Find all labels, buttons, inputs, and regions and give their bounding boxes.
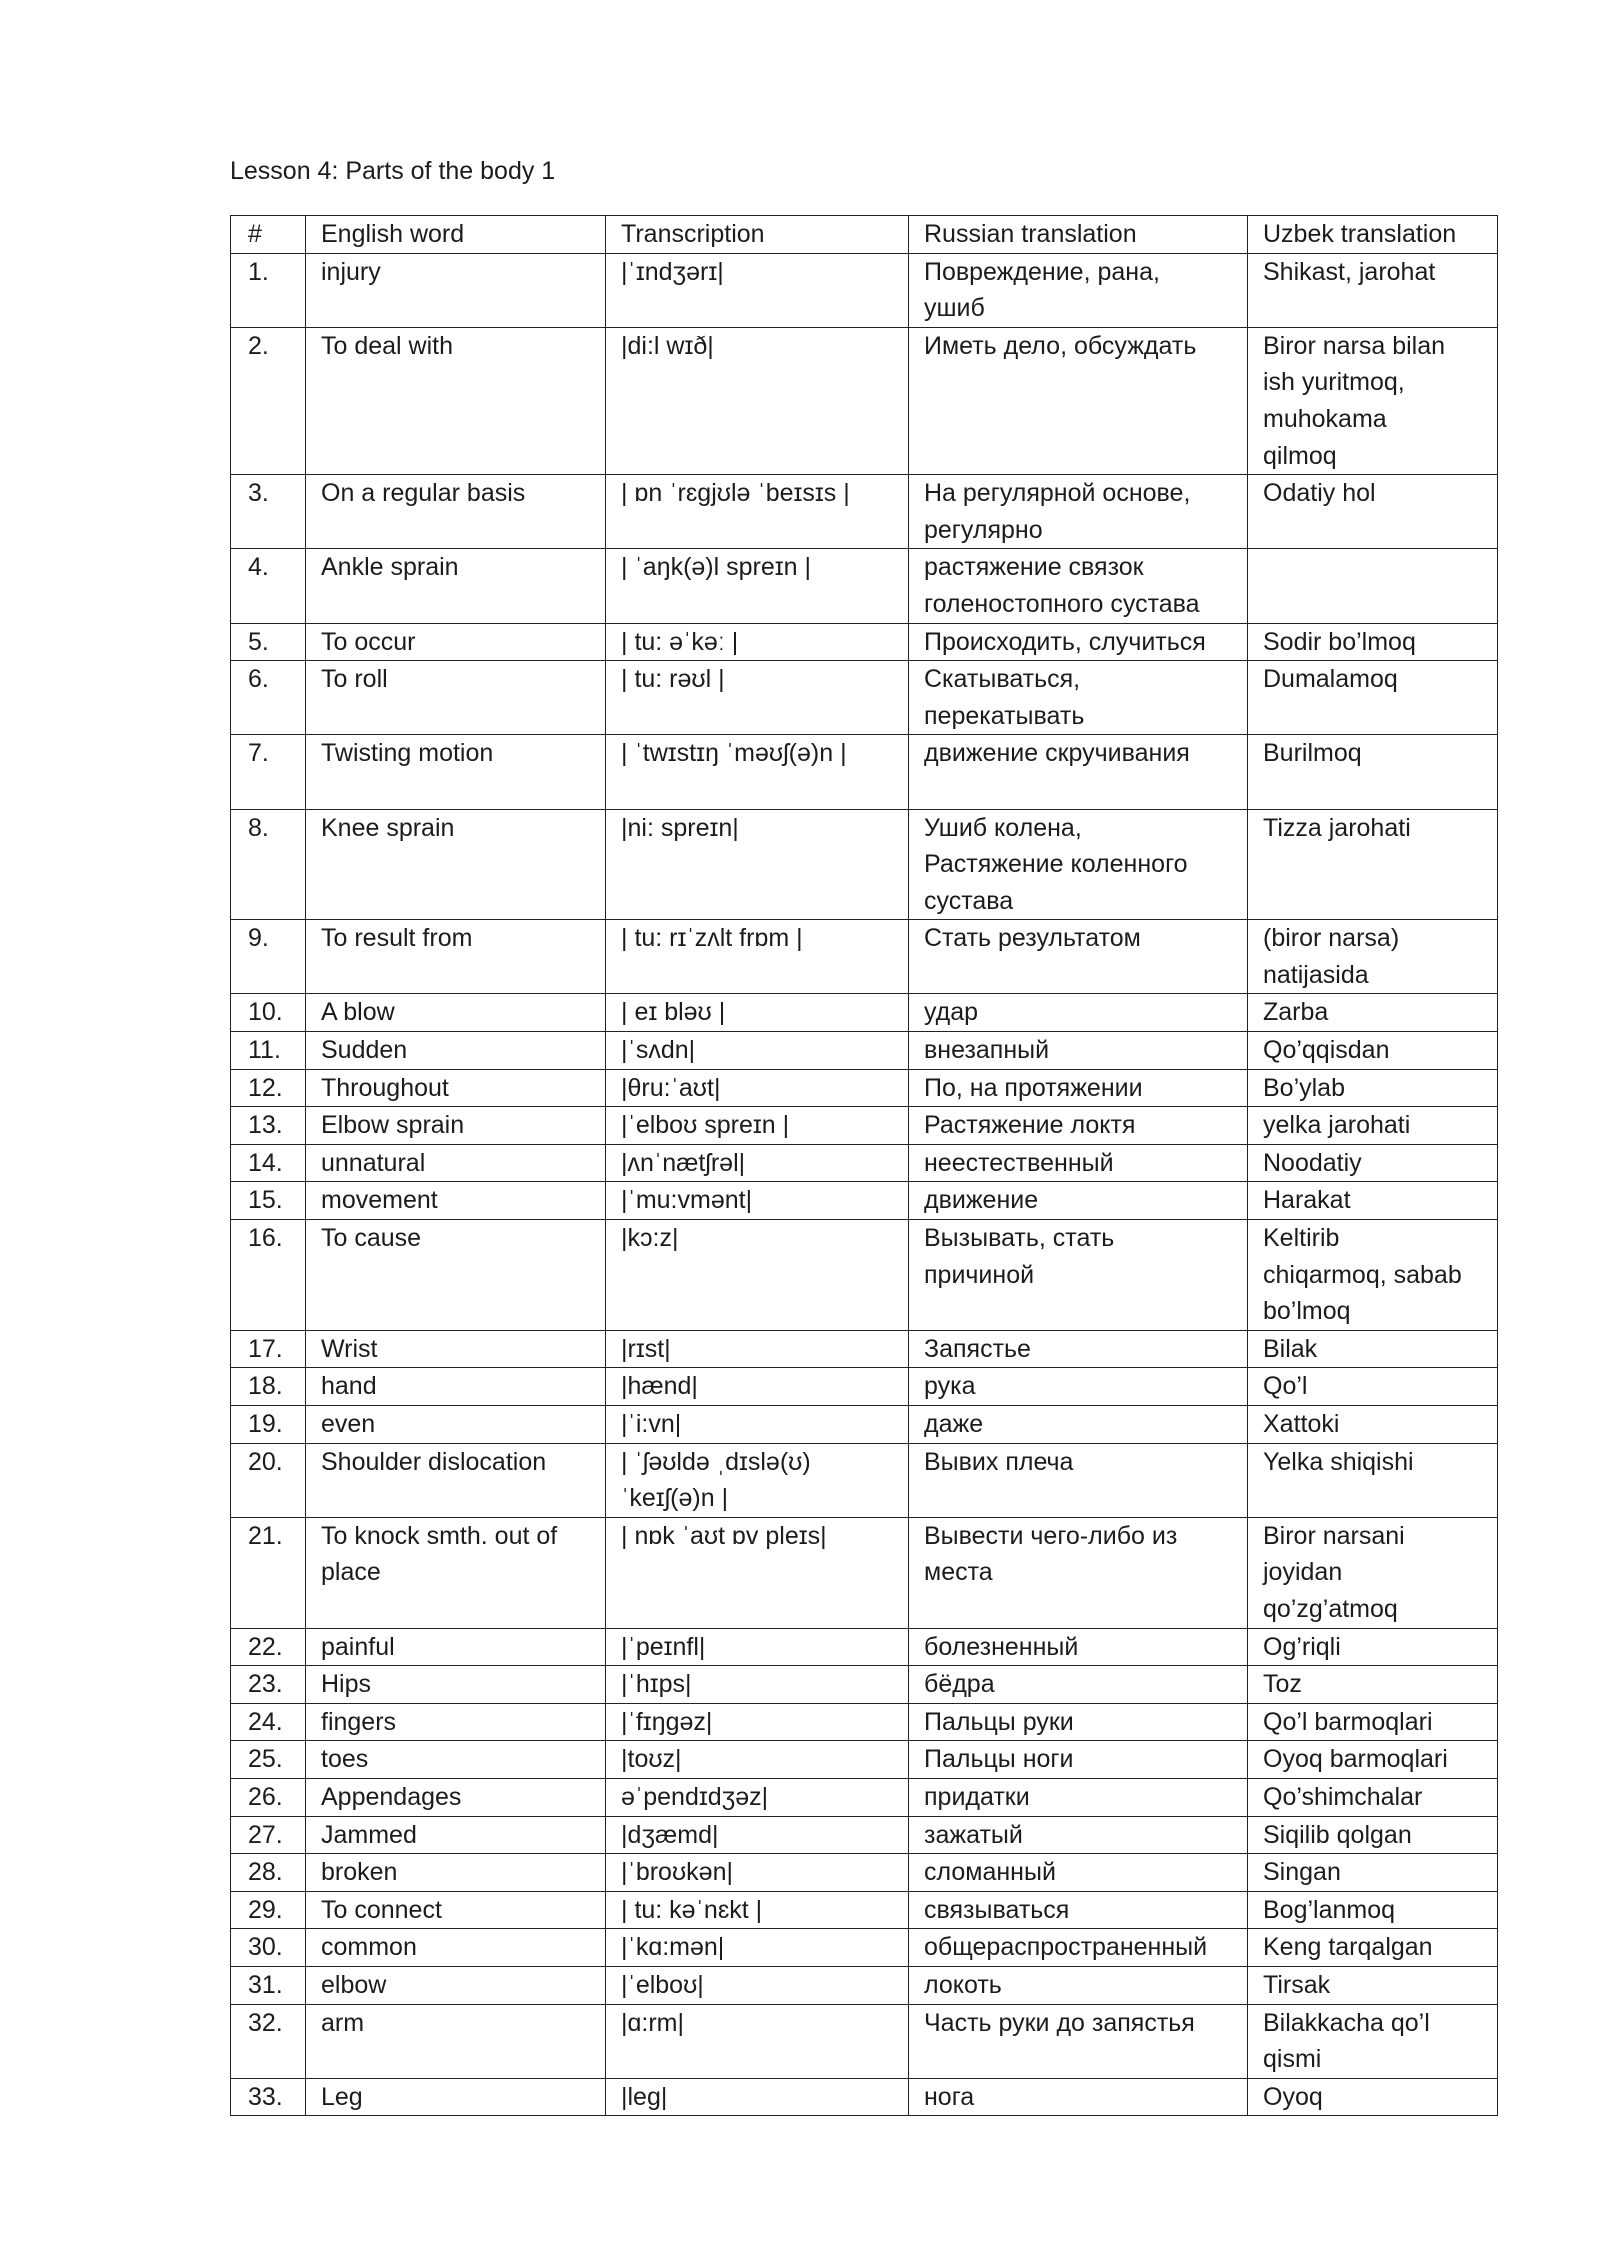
english-word: Shoulder dislocation [306, 1443, 606, 1517]
uzbek-translation: Sodir bo’lmoq [1248, 623, 1498, 661]
english-word: To knock smth. out of place [306, 1517, 606, 1628]
row-number: 5. [231, 623, 306, 661]
transcription: | tu: kəˈnɛkt | [606, 1891, 909, 1929]
russian-translation: рука [909, 1368, 1248, 1406]
table-row [231, 1816, 1498, 1854]
russian-translation: нога [909, 2078, 1248, 2116]
row-number: 6. [231, 661, 306, 735]
vocabulary-table [230, 215, 1498, 2116]
transcription: |ɑ:rm| [606, 2004, 909, 2078]
english-word: To result from [306, 920, 606, 994]
russian-translation: связываться [909, 1891, 1248, 1929]
russian-translation: бёдра [909, 1666, 1248, 1704]
transcription: |dʒæmd| [606, 1816, 909, 1854]
transcription: | ˈaŋk(ə)l spreɪn | [606, 549, 909, 623]
header-transcription: Transcription [606, 216, 909, 254]
header-uzbek-translation: Uzbek translation [1248, 216, 1498, 254]
uzbek-translation: Bo’ylab [1248, 1069, 1498, 1107]
transcription: |ˈmu:vmənt| [606, 1182, 909, 1220]
russian-translation: На регулярной основе, регулярно [909, 475, 1248, 549]
header-number: # [231, 216, 306, 254]
russian-translation: По, на протяжении [909, 1069, 1248, 1107]
row-number: 15. [231, 1182, 306, 1220]
table-row [231, 1182, 1498, 1220]
uzbek-translation: Oyoq [1248, 2078, 1498, 2116]
transcription: | ˈʃəʊldə ˌdɪslə(ʊ) ˈkeɪʃ(ə)n | [606, 1443, 909, 1517]
row-number: 25. [231, 1741, 306, 1779]
english-word: To deal with [306, 327, 606, 474]
english-word: Wrist [306, 1330, 606, 1368]
transcription: |ʌnˈnætʃrəl| [606, 1144, 909, 1182]
table-row [231, 920, 1498, 994]
table-row [231, 1741, 1498, 1779]
russian-translation: Скатываться, перекатывать [909, 661, 1248, 735]
table-row [231, 1144, 1498, 1182]
transcription: |rɪst| [606, 1330, 909, 1368]
uzbek-translation: Bog’lanmoq [1248, 1891, 1498, 1929]
english-word: To occur [306, 623, 606, 661]
russian-translation: Происходить, случиться [909, 623, 1248, 661]
uzbek-translation: Burilmoq [1248, 735, 1498, 809]
transcription: | tu: əˈkəː | [606, 623, 909, 661]
english-word: injury [306, 253, 606, 327]
russian-translation: зажатый [909, 1816, 1248, 1854]
english-word: toes [306, 1741, 606, 1779]
table-row [231, 1368, 1498, 1406]
table-row [231, 1666, 1498, 1704]
russian-translation: Ушиб колена, Растяжение коленного сустава [909, 809, 1248, 920]
table-row [231, 1107, 1498, 1145]
row-number: 32. [231, 2004, 306, 2078]
table-row [231, 2004, 1498, 2078]
english-word: even [306, 1406, 606, 1444]
uzbek-translation: Tizza jarohati [1248, 809, 1498, 920]
table-row [231, 661, 1498, 735]
table-body [231, 253, 1498, 2116]
transcription: əˈpendɪdʒəz| [606, 1778, 909, 1816]
uzbek-translation: Qo’qqisdan [1248, 1032, 1498, 1070]
header-english-word: English word [306, 216, 606, 254]
transcription: |ˈhɪps| [606, 1666, 909, 1704]
uzbek-translation: Qo’l [1248, 1368, 1498, 1406]
english-word: broken [306, 1854, 606, 1892]
row-number: 17. [231, 1330, 306, 1368]
english-word: Throughout [306, 1069, 606, 1107]
row-number: 30. [231, 1929, 306, 1967]
russian-translation: болезненный [909, 1628, 1248, 1666]
transcription: | tu: rɪˈzʌlt frɒm | [606, 920, 909, 994]
russian-translation: Пальцы руки [909, 1703, 1248, 1741]
table-row [231, 623, 1498, 661]
row-number: 18. [231, 1368, 306, 1406]
english-word: arm [306, 2004, 606, 2078]
table-header-row [231, 216, 1498, 254]
row-number: 10. [231, 994, 306, 1032]
transcription: |ni: spreɪn| [606, 809, 909, 920]
russian-translation: общераспространенный [909, 1929, 1248, 1967]
russian-translation: движение скручивания [909, 735, 1248, 809]
row-number: 4. [231, 549, 306, 623]
english-word: fingers [306, 1703, 606, 1741]
english-word: Jammed [306, 1816, 606, 1854]
table-row [231, 1891, 1498, 1929]
russian-translation: Запястье [909, 1330, 1248, 1368]
english-word: hand [306, 1368, 606, 1406]
uzbek-translation: Biror narsani joyidan qo’zg’atmoq [1248, 1517, 1498, 1628]
uzbek-translation: Keng tarqalgan [1248, 1929, 1498, 1967]
row-number: 1. [231, 253, 306, 327]
english-word: painful [306, 1628, 606, 1666]
row-number: 26. [231, 1778, 306, 1816]
row-number: 12. [231, 1069, 306, 1107]
english-word: On a regular basis [306, 475, 606, 549]
row-number: 22. [231, 1628, 306, 1666]
english-word: Elbow sprain [306, 1107, 606, 1145]
table-row [231, 1778, 1498, 1816]
row-number: 11. [231, 1032, 306, 1070]
transcription: |ˈfɪŋgəz| [606, 1703, 909, 1741]
uzbek-translation: yelka jarohati [1248, 1107, 1498, 1145]
uzbek-translation: Bilakkacha qo’l qismi [1248, 2004, 1498, 2078]
row-number: 29. [231, 1891, 306, 1929]
transcription: |ˈkɑ:mən| [606, 1929, 909, 1967]
russian-translation: Вызывать, стать причиной [909, 1220, 1248, 1331]
transcription: | eɪ bləʊ | [606, 994, 909, 1032]
russian-translation: придатки [909, 1778, 1248, 1816]
table-row [231, 1517, 1498, 1628]
russian-translation: движение [909, 1182, 1248, 1220]
english-word: movement [306, 1182, 606, 1220]
uzbek-translation: Siqilib qolgan [1248, 1816, 1498, 1854]
english-word: To roll [306, 661, 606, 735]
russian-translation: Иметь дело, обсуждать [909, 327, 1248, 474]
uzbek-translation: Dumalamoq [1248, 661, 1498, 735]
transcription: |ˈelboʊ| [606, 1966, 909, 2004]
row-number: 28. [231, 1854, 306, 1892]
row-number: 9. [231, 920, 306, 994]
row-number: 8. [231, 809, 306, 920]
russian-translation: Вывести чего-либо из места [909, 1517, 1248, 1628]
transcription: | tu: rəʊl | [606, 661, 909, 735]
uzbek-translation: Og’riqli [1248, 1628, 1498, 1666]
row-number: 21. [231, 1517, 306, 1628]
row-number: 14. [231, 1144, 306, 1182]
uzbek-translation: Toz [1248, 1666, 1498, 1704]
uzbek-translation: Qo’shimchalar [1248, 1778, 1498, 1816]
english-word: A blow [306, 994, 606, 1032]
english-word: Twisting motion [306, 735, 606, 809]
table-row [231, 1628, 1498, 1666]
row-number: 13. [231, 1107, 306, 1145]
transcription: |di:l wɪð| [606, 327, 909, 474]
english-word: Leg [306, 2078, 606, 2116]
table-row [231, 1966, 1498, 2004]
transcription: | ˈtwɪstɪŋ ˈməʊʃ(ə)n | [606, 735, 909, 809]
uzbek-translation: Bilak [1248, 1330, 1498, 1368]
russian-translation: Растяжение локтя [909, 1107, 1248, 1145]
english-word: elbow [306, 1966, 606, 2004]
table-row [231, 1854, 1498, 1892]
row-number: 20. [231, 1443, 306, 1517]
table-row [231, 549, 1498, 623]
english-word: common [306, 1929, 606, 1967]
uzbek-translation: Zarba [1248, 994, 1498, 1032]
russian-translation: внезапный [909, 1032, 1248, 1070]
uzbek-translation: Singan [1248, 1854, 1498, 1892]
russian-translation: локоть [909, 1966, 1248, 2004]
table-row [231, 1929, 1498, 1967]
english-word: Sudden [306, 1032, 606, 1070]
transcription: |ˈelboʊ spreɪn | [606, 1107, 909, 1145]
table-row [231, 809, 1498, 920]
transcription: |toʊz| [606, 1741, 909, 1779]
table-row [231, 1032, 1498, 1070]
uzbek-translation: Harakat [1248, 1182, 1498, 1220]
table-row [231, 327, 1498, 474]
row-number: 19. [231, 1406, 306, 1444]
header-russian-translation: Russian translation [909, 216, 1248, 254]
russian-translation: даже [909, 1406, 1248, 1444]
transcription: |ˈsʌdn| [606, 1032, 909, 1070]
row-number: 24. [231, 1703, 306, 1741]
english-word: Hips [306, 1666, 606, 1704]
uzbek-translation: Shikast, jarohat [1248, 253, 1498, 327]
table-row [231, 1406, 1498, 1444]
transcription: | ɒn ˈrɛgjʊlə ˈbeɪsɪs | [606, 475, 909, 549]
transcription: |ˈi:vn| [606, 1406, 909, 1444]
english-word: Knee sprain [306, 809, 606, 920]
table-row [231, 2078, 1498, 2116]
russian-translation: растяжение связок голеностопного сустава [909, 549, 1248, 623]
russian-translation: Пальцы ноги [909, 1741, 1248, 1779]
uzbek-translation: (biror narsa) natijasida [1248, 920, 1498, 994]
row-number: 23. [231, 1666, 306, 1704]
page-title: Lesson 4: Parts of the body 1 [230, 157, 556, 185]
english-word: unnatural [306, 1144, 606, 1182]
row-number: 31. [231, 1966, 306, 2004]
uzbek-translation: Noodatiy [1248, 1144, 1498, 1182]
row-number: 7. [231, 735, 306, 809]
uzbek-translation: Qo’l barmoqlari [1248, 1703, 1498, 1741]
english-word: To connect [306, 1891, 606, 1929]
table-row [231, 475, 1498, 549]
uzbek-translation: Biror narsa bilan ish yuritmoq, muhokama qilmoq [1248, 327, 1498, 474]
russian-translation: удар [909, 994, 1248, 1032]
uzbek-translation: Tirsak [1248, 1966, 1498, 2004]
english-word: Appendages [306, 1778, 606, 1816]
table-row [231, 994, 1498, 1032]
transcription: |θru:ˈaʊt| [606, 1069, 909, 1107]
table-row [231, 1220, 1498, 1331]
uzbek-translation: Xattoki [1248, 1406, 1498, 1444]
uzbek-translation: Yelka shiqishi [1248, 1443, 1498, 1517]
table-row [231, 1443, 1498, 1517]
table-row [231, 253, 1498, 327]
row-number: 16. [231, 1220, 306, 1331]
russian-translation: Стать результатом [909, 920, 1248, 994]
row-number: 33. [231, 2078, 306, 2116]
english-word: Ankle sprain [306, 549, 606, 623]
transcription: |ˈbroʊkən| [606, 1854, 909, 1892]
table-row [231, 1069, 1498, 1107]
transcription: |hænd| [606, 1368, 909, 1406]
uzbek-translation: Keltirib chiqarmoq, sabab bo’lmoq [1248, 1220, 1498, 1331]
russian-translation: сломанный [909, 1854, 1248, 1892]
row-number: 2. [231, 327, 306, 474]
russian-translation: Повреждение, рана, ушиб [909, 253, 1248, 327]
uzbek-translation [1248, 549, 1498, 623]
table-row [231, 1703, 1498, 1741]
english-word: To cause [306, 1220, 606, 1331]
transcription: | nɒk ˈaʊt ɒv pleɪs| [606, 1517, 909, 1628]
uzbek-translation: Odatiy hol [1248, 475, 1498, 549]
table-row [231, 1330, 1498, 1368]
russian-translation: Часть руки до запястья [909, 2004, 1248, 2078]
transcription: |leg| [606, 2078, 909, 2116]
row-number: 27. [231, 1816, 306, 1854]
russian-translation: Вывих плеча [909, 1443, 1248, 1517]
transcription: |ˈpeɪnfl| [606, 1628, 909, 1666]
row-number: 3. [231, 475, 306, 549]
transcription: |ˈɪndʒərɪ| [606, 253, 909, 327]
table-row [231, 735, 1498, 809]
transcription: |kɔ:z| [606, 1220, 909, 1331]
russian-translation: неестественный [909, 1144, 1248, 1182]
uzbek-translation: Oyoq barmoqlari [1248, 1741, 1498, 1779]
